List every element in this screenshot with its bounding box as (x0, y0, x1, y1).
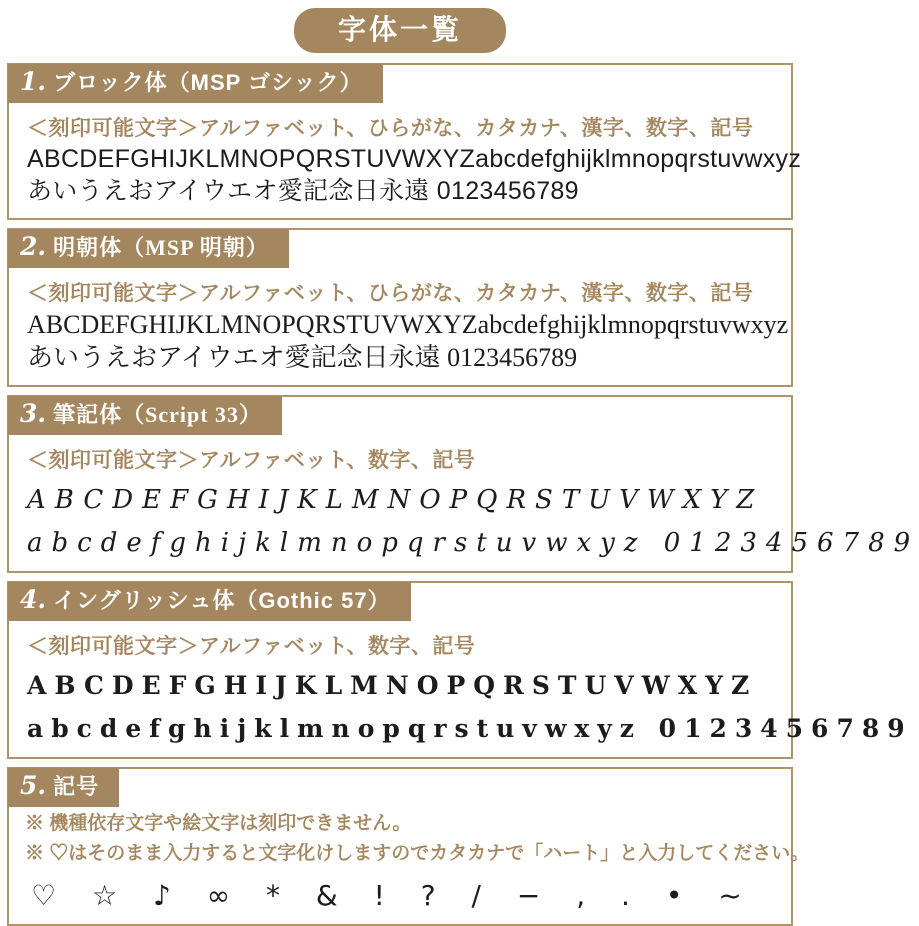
kana-kanji-sample: あいうえおアイウエオ愛記念日永遠 0123456789 (27, 342, 578, 372)
charset-label: ＜刻印可能文字＞アルファベット、数字、記号 (27, 635, 476, 659)
section-header (8, 64, 383, 103)
section-mincho (7, 228, 793, 387)
section-number: 2. (20, 232, 47, 261)
blackletter-uppercase-sample: ABCDEFGHIJKLMNOPQRSTUVWXYZ (27, 671, 758, 701)
symbols-row: ♡ ☆ ♪ ∞ * & ! ? / − , . • ~ (31, 878, 742, 912)
section-script (7, 395, 919, 573)
section-symbols (7, 767, 810, 925)
page-title: 字体一覧 (294, 8, 506, 53)
script-lowercase-digits-sample: abcdefghijklmnopqrstuvwxyz 0123456789 (27, 527, 919, 558)
section-header (8, 229, 289, 268)
section-name: 筆記体（Script 33） (53, 402, 263, 428)
alphabet-sample: ABCDEFGHIJKLMNOPQRSTUVWXYZabcdefghijklmnopqrstuvwxyz (27, 145, 802, 173)
note-heart-input: ※ ♡はそのまま入力すると文字化けしますのでカタカナで「ハート」と入力してください。 (25, 843, 810, 865)
charset-label: ＜刻印可能文字＞アルファベット、ひらがな、カタカナ、漢字、数字、記号 (27, 282, 754, 305)
blackletter-lowercase-digits-sample: abcdefghijklmnopqrstuvwxyz 0123456789 (27, 713, 913, 743)
kana-kanji-sample: あいうえおアイウエオ愛記念日永遠 0123456789 (27, 176, 579, 205)
section-block-gothic (7, 63, 802, 220)
section-number: 4. (20, 585, 47, 615)
section-header (8, 396, 282, 435)
section-name: イングリッシュ体（Gothic 57） (53, 588, 391, 614)
section-english-blackletter (7, 581, 913, 759)
charset-label: ＜刻印可能文字＞アルファベット、数字、記号 (27, 449, 476, 473)
section-number: 5. (20, 771, 47, 801)
note-dependent-chars: ※ 機種依存文字や絵文字は刻印できません。 (25, 813, 412, 835)
script-uppercase-sample: ABCDEFGHIJKLMNOPQRSTUVWXYZ (27, 485, 764, 516)
section-name: 明朝体（MSP 明朝） (53, 235, 269, 260)
section-name: ブロック体（MSP ゴシック） (53, 70, 363, 95)
section-header (8, 582, 411, 621)
charset-label: ＜刻印可能文字＞アルファベット、ひらがな、カタカナ、漢字、数字、記号 (27, 117, 754, 140)
section-name: 記号 (53, 774, 100, 800)
section-number: 1. (20, 67, 47, 96)
alphabet-sample: ABCDEFGHIJKLMNOPQRSTUVWXYZabcdefghijklmnopqrstuvwxyz (27, 310, 789, 339)
section-number: 3. (20, 399, 47, 429)
section-header (8, 768, 119, 807)
